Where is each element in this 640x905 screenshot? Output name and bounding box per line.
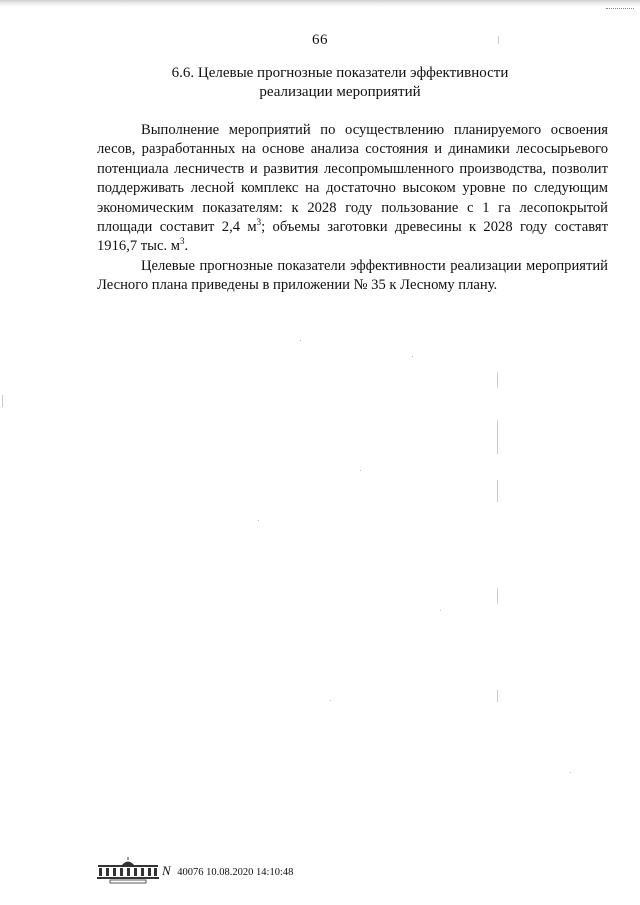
number-symbol: N xyxy=(162,863,171,878)
scan-artifact xyxy=(497,588,498,604)
paragraph-1-text-cont: ; объемы заготовки древесины к 2028 году составят 1916,7 тыс. м xyxy=(97,219,608,255)
scan-artifact xyxy=(498,36,499,44)
scan-speck xyxy=(330,700,331,701)
scan-speck xyxy=(258,520,259,521)
heading-line-1: 6.6. Целевые прогнозные показатели эффективности xyxy=(171,65,509,81)
superscript-cubic: 3 xyxy=(256,217,262,228)
heading-line-2: реализации мероприятий xyxy=(259,84,421,100)
superscript-cubic: 3 xyxy=(179,236,185,247)
document-number: 40076 xyxy=(177,867,204,878)
page-number: 66 xyxy=(312,32,328,48)
scan-artifact xyxy=(497,690,498,702)
scan-speck xyxy=(412,356,413,357)
paragraph-1 xyxy=(97,121,608,257)
scan-artifact xyxy=(497,480,498,502)
scan-speck xyxy=(300,340,301,341)
body-text xyxy=(97,121,608,296)
scan-artifact xyxy=(2,395,3,407)
scan-speck xyxy=(570,772,571,773)
scan-artifact xyxy=(497,372,498,388)
document-footer xyxy=(96,856,416,886)
scan-speck xyxy=(440,610,441,611)
scan-top-edge xyxy=(0,0,640,7)
building-emblem-icon xyxy=(96,856,160,884)
section-heading xyxy=(140,64,540,102)
footer-registration xyxy=(162,863,293,879)
timestamp: 10.08.2020 14:10:48 xyxy=(206,867,294,878)
paragraph-1-end: . xyxy=(184,238,189,255)
scan-edge-mark xyxy=(606,0,634,9)
scan-speck xyxy=(360,470,361,471)
paragraph-1-text: Выполнение мероприятий по осуществлению планируемого освоения лесов, разработанных на основе анализа состояния и динамики лесосырьевого потенциала лесничеств и развития лесопромышленного производства, позволит поддерживать лесной комплекс на достаточно высоком уровне по следующим экономическим показателям: к 2028 году пользование с 1 га лесопокрытой площади составит 2,4 м xyxy=(97,122,608,236)
scan-artifact xyxy=(497,420,498,454)
paragraph-2: Целевые прогнозные показатели эффективности реализации мероприятий Лесного плана приведены в приложении № 35 к Лесному плану. xyxy=(97,257,608,294)
